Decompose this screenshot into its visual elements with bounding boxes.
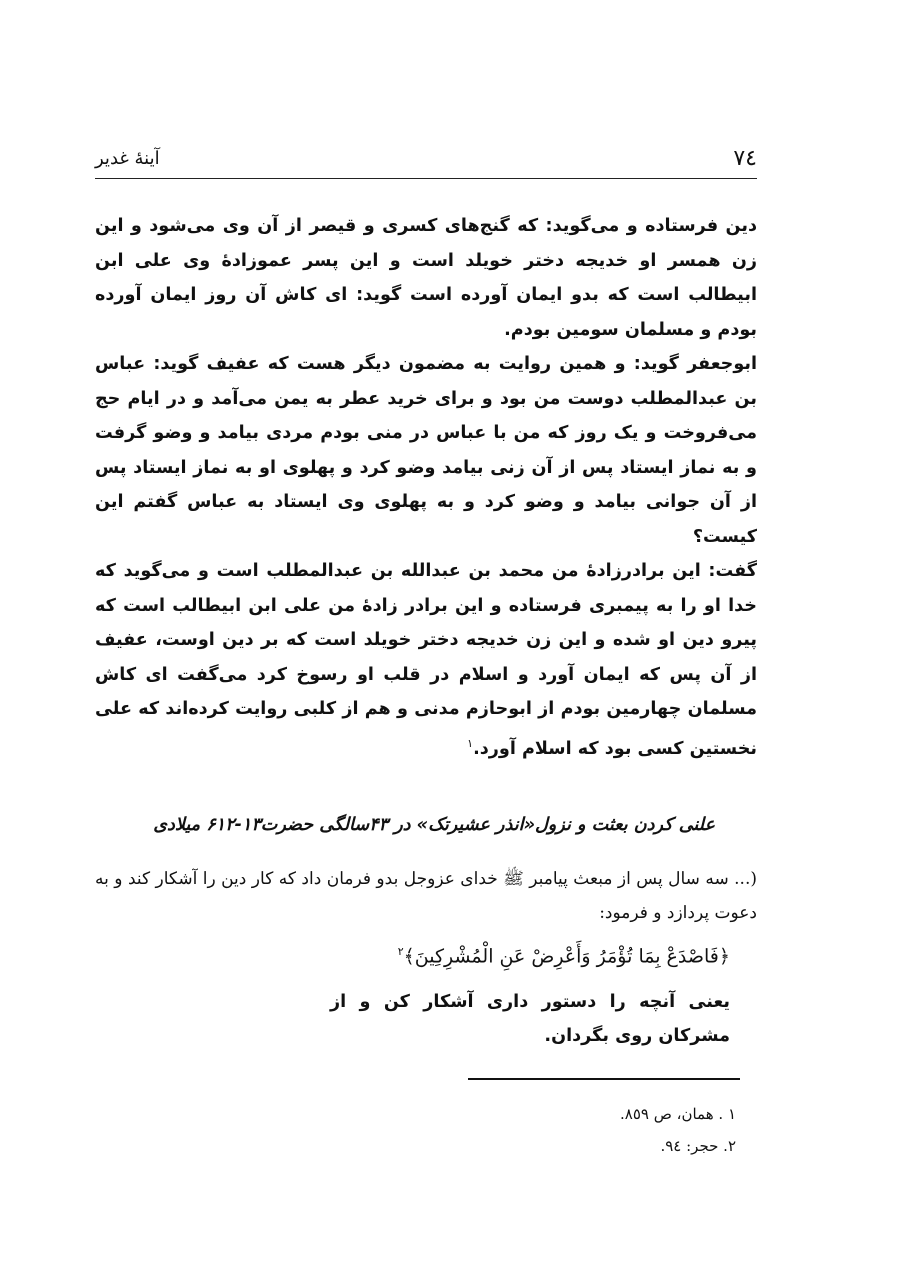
narration-text: (... سه سال پس از مبعث پيامبر ﷺ خداى عزوجل بدو فرمان داد كه كار دين را آشكار كند و به دعوت پردازد و فرمود: [95, 869, 757, 923]
footnote-ref-2: ٢ [397, 945, 404, 958]
footnotes [460, 1098, 736, 1162]
book-title: آينۀ غدير [95, 148, 160, 169]
quran-verse [330, 945, 730, 967]
verse-text: ﴿فَاصْدَعْ بِمَا تُؤْمَرُ وَأَعْرِضْ عَنِ الْمُشْرِكِينَ﴾ [403, 945, 730, 968]
section-title: علنى كردن بعثت و نزول«انذر عشيرتک» در ۴۳سالگى حضرت۱۳-۶۱۲ ميلادى [153, 815, 715, 835]
footnote-divider [468, 1078, 740, 1080]
page-header [95, 146, 757, 179]
footnote-ref-1: ١ [467, 736, 474, 750]
paragraph-3 [95, 554, 757, 766]
verse-translation: يعنى آنچه را دستور دارى آشكار كن و از مشركان روى بگردان. [330, 992, 730, 1046]
main-text [95, 209, 757, 766]
paragraph-3-text: گفت: اين برادرزادۀ من محمد بن عبدالله بن عبدالمطلب است و مى‌گويد كه خدا او را به پيمبرى فرستاده و اين برادر زادۀ من على ابن ابيطالب است كه پيرو دين او شده و اين زن خديجه دختر خويلد است كه بر دين اوست، عفيف از آن پس كه ايمان آورد و اسلام در قلب او رسوخ كرد مى‌گفت اى كاش مسلمان چهارمين بودم از ابوحازم مدنى و هم از كلبى روايت كرده‌اند كه على نخستين كسى بود كه اسلام آورد. [95, 561, 757, 759]
footnote-1: ١ . همان، ص ٨٥٩. [620, 1105, 736, 1123]
paragraph-2: ابوجعفر گويد: و همين روايت به مضمون ديگر هست كه عفيف گويد: عباس بن عبدالمطلب دوست من بود و براى خريد عطر به يمن مى‌آمد و در ايام حج مى‌فروخت و يک روز كه من با عباس در منى بودم مردى بيامد و وضو گرفت و به نماز ايستاد پس از آن زنى بيامد وضو كرد و پهلوى او به نماز ايستاد پس از آن جوانى بيامد و وضو كرد و به پهلوى وى ايستاد به عباس گفتم اين كيست؟ [95, 354, 757, 547]
paragraph-1: دين فرستاده و مى‌گويد: كه گنج‌هاى كسرى و قيصر از آن وى مى‌شود و اين زن همسر او خديجه دختر خويلد است و اين پسر عموزادۀ وى على ابن ابيطالب است كه بدو ايمان آورده است گويد: اى كاش آن روز ايمان آورده بودم و مسلمان سومين بودم. [95, 216, 757, 340]
page-number: ٧٤ [733, 146, 757, 171]
footnote-2: ٢. حجر: ٩٤. [660, 1137, 736, 1155]
